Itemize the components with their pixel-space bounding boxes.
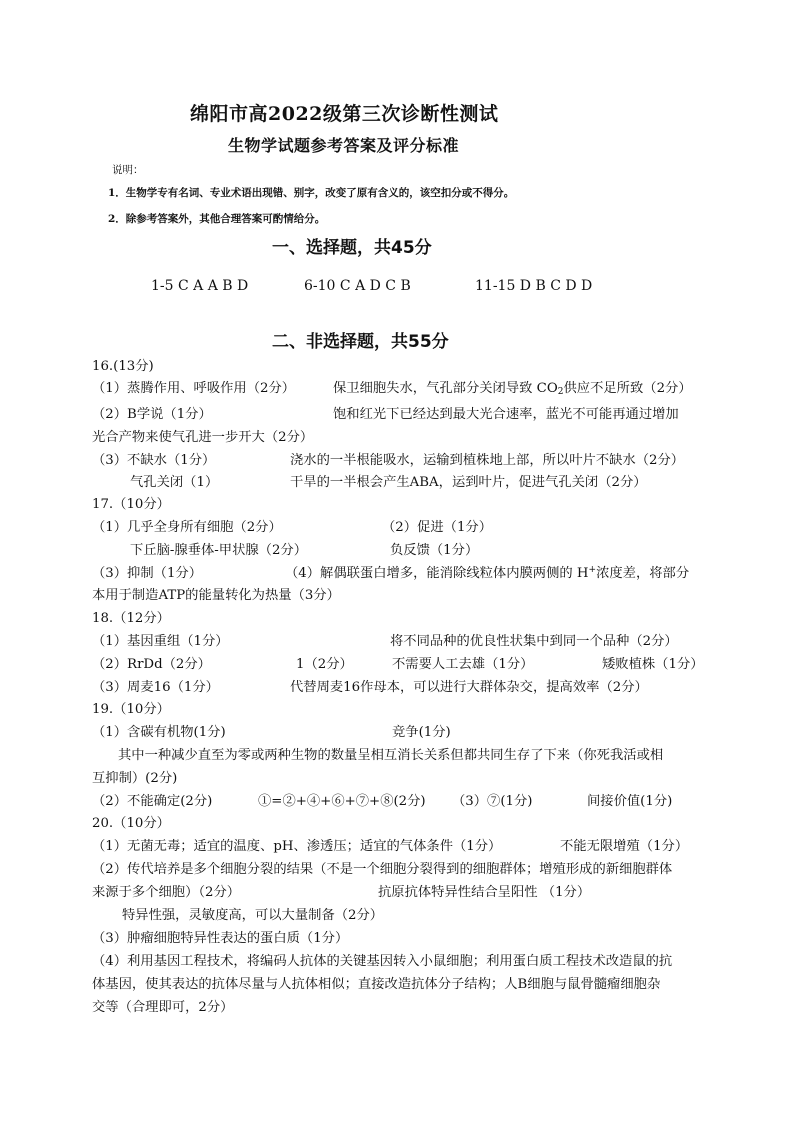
- q16-line2-continued: 光合产物来使气孔进一步开大（2分）: [92, 430, 314, 445]
- q19-line4-c: （3）⑦(1分): [452, 794, 533, 809]
- q17-line1-left: （1）几乎全身所有细胞（2分）: [92, 520, 282, 535]
- q18-line2-b: 1（2分）: [296, 657, 353, 672]
- q20-line3-left: 来源于多个细胞）（2分）: [92, 885, 241, 900]
- answers-11-15: 11-15 D B C D D: [475, 278, 593, 294]
- q16-line4-left: 气孔关闭（1）: [130, 475, 219, 490]
- q19-line3: 互抑制）(2分): [92, 771, 178, 786]
- q18-line1-right: 将不同品种的优良性状集中到同一个品种（2分）: [390, 634, 678, 649]
- q18-line3-left: （3）周麦16（1分）: [92, 680, 219, 695]
- q17-line2-left: 下丘脑-腺垂体-甲状腺（2分）: [130, 543, 308, 558]
- answers-1-5: 1-5 C A A B D: [151, 278, 249, 294]
- q20-line3-right: 抗原抗体特异性结合呈阳性 （1分）: [378, 885, 591, 900]
- notes-label: 说明：: [112, 164, 144, 176]
- q17-line3-right: （4）解偶联蛋白增多，能消除线粒体内膜两侧的 H+浓度差，将部分: [285, 565, 690, 581]
- q19-line1-left: （1）含碳有机物(1分): [92, 725, 226, 740]
- section-1-title: 一、选择题，共45分: [272, 238, 432, 258]
- q20-line7: 体基因，使其表达的抗体尽量与人抗体相似；直接改造抗体分子结构；人B细胞与鼠骨髓瘤细胞杂: [92, 977, 661, 992]
- q17-line3-left: （3）抑制（1分）: [92, 566, 202, 581]
- q20-line4: 特异性强，灵敏度高，可以大量制备（2分）: [122, 908, 384, 923]
- q19-line1-right: 竞争(1分): [392, 725, 451, 740]
- q18-line2-c: 不需要人工去雄（1分）: [392, 657, 534, 672]
- q17-line4: 本用于制造ATP的能量转化为热量（3分）: [92, 588, 340, 603]
- q18-line3-right: 代替周麦16作母本，可以进行大群体杂交，提高效率（2分）: [290, 680, 648, 695]
- q20-line2: （2）传代培养是多个细胞分裂的结果（不是一个细胞分裂得到的细胞群体；增殖形成的新细胞群体: [92, 862, 673, 877]
- q17-heading: 17.（10分）: [92, 497, 170, 512]
- q20-line6: （4）利用基因工程技术，将编码人抗体的关键基因转入小鼠细胞；利用蛋白质工程技术改造鼠的抗: [92, 954, 673, 969]
- q18-heading: 18.（12分）: [92, 611, 170, 626]
- q20-line8: 交等（合理即可，2分）: [92, 1000, 234, 1015]
- document-title: 绵阳市高2022级第三次诊断性测试: [190, 103, 499, 125]
- q19-line4-a: （2）不能确定(2分): [92, 794, 213, 809]
- answers-6-10: 6-10 C A D C B: [304, 278, 411, 294]
- q16-line2-left: （2）B学说（1分）: [92, 407, 212, 422]
- q16-line3-right: 浇水的一半根能吸水，运输到植株地上部，所以叶片不缺水（2分）: [290, 453, 685, 468]
- q16-line1-left: （1）蒸腾作用、呼吸作用（2分）: [92, 381, 296, 396]
- q20-heading: 20.（10分）: [92, 816, 170, 831]
- q18-line2-a: （2）RrDd（2分）: [92, 657, 211, 672]
- q20-line5: （3）肿瘤细胞特异性表达的蛋白质（1分）: [92, 931, 349, 946]
- note-2: 2．除参考答案外，其他合理答案可酌情给分。: [108, 213, 326, 225]
- q18-line1-left: （1）基因重组（1分）: [92, 634, 229, 649]
- q18-line2-d: 矮败植株（1分）: [602, 657, 704, 672]
- q16-line1-right: 保卫细胞失水，气孔部分关闭导致 $CO_2$供应不足所致（2分）: [333, 381, 692, 397]
- q16-heading: 16.(13分): [92, 359, 154, 374]
- q16-line4-right: 干旱的一半根会产生ABA，运到叶片，促进气孔关闭（2分）: [290, 475, 647, 490]
- note-1: 1．生物学专有名词、专业术语出现错、别字，改变了原有含义的，该空扣分或不得分。: [108, 187, 515, 199]
- q16-line3-left: （3）不缺水（1分）: [92, 453, 216, 468]
- q17-line2-right: 负反馈（1分）: [390, 543, 479, 558]
- q16-line2-right: 饱和红光下已经达到最大光合速率，蓝光不可能再通过增加: [333, 407, 679, 422]
- q19-heading: 19.（10分）: [92, 702, 170, 717]
- q20-line1-left: （1）无菌无毒；适宜的温度、pH、渗透压；适宜的气体条件（1分）: [92, 839, 502, 854]
- q19-line4-b: ①=②+④+⑥+⑦+⑧(2分): [258, 794, 426, 809]
- document-subtitle: 生物学试题参考答案及评分标准: [228, 136, 460, 155]
- section-2-title: 二、非选择题，共55分: [272, 332, 449, 352]
- q19-line2: 其中一种减少直至为零或两种生物的数量呈相互消长关系但都共同生存了下来（你死我活或相: [118, 748, 664, 763]
- q19-line4-d: 间接价值(1分): [587, 794, 673, 809]
- q20-line1-right: 不能无限增殖（1分）: [560, 839, 689, 854]
- q17-line1-right: （2）促进（1分）: [382, 520, 492, 535]
